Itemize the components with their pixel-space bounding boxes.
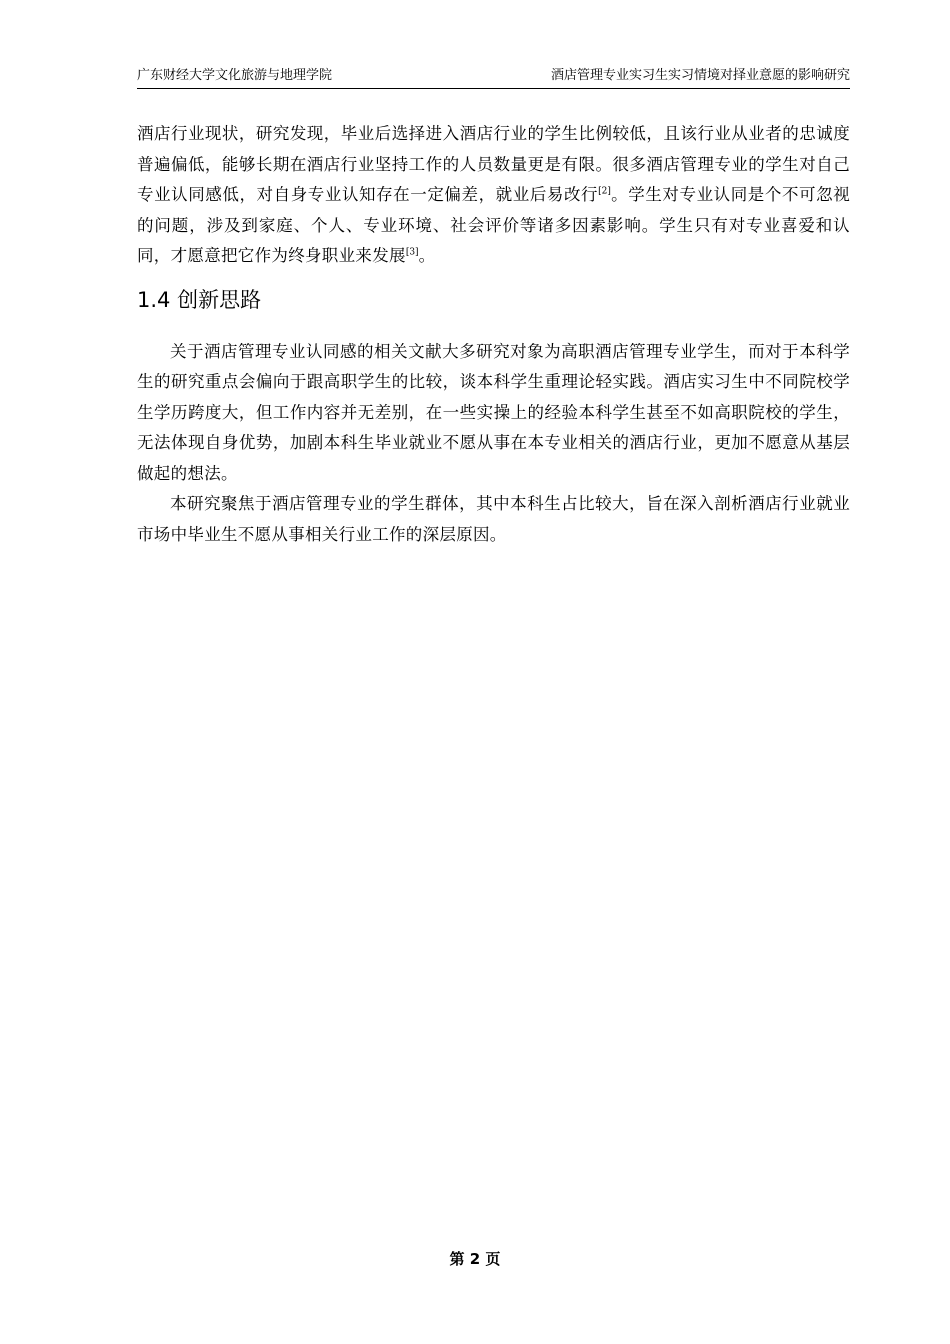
header-paper-title: 酒店管理专业实习生实习情境对择业意愿的影响研究 [550, 68, 850, 83]
section-heading: 1.4 创新思路 [137, 287, 262, 312]
citation-ref: [2] [598, 186, 611, 197]
page-number: 第 2 页 [449, 1250, 501, 1268]
paragraph-text: 。学生对专业认同是个不可忽视的问题，涉及到家庭、个人、专业环境、社会评价等诸多因素影响。学生只有对专业喜爱和认同，才愿意把它作为终身职业来发展 [137, 185, 850, 265]
page-header [137, 66, 850, 89]
paragraph-text: 酒店行业现状，研究发现，毕业后选择进入酒店行业的学生比例较低，且该行业从业者的忠诚度普遍偏低，能够长期在酒店行业坚持工作的人员数量更是有限。很多酒店管理专业的学生对自己专业认同感低，对自身专业认知存在一定偏差，就业后易改行 [137, 124, 850, 204]
page-content [137, 119, 850, 550]
body-paragraph [137, 119, 850, 272]
header-institution: 广东财经大学文化旅游与地理学院 [137, 68, 333, 83]
citation-ref: [3] [405, 247, 419, 258]
body-paragraph: 关于酒店管理专业认同感的相关文献大多研究对象为高职酒店管理专业学生，而对于本科学生的研究重点会偏向于跟高职学生的比较，谈本科学生重理论轻实践。酒店实习生中不同院校学生学历跨度大，但工作内容并无差别，在一些实操上的经验本科学生甚至不如高职院校的学生，无法体现自身优势，加剧本科生毕业就业不愿从事在本专业相关的酒店行业，更加不愿意从基层做起的想法。 [137, 341, 850, 483]
paragraph-text: 。 [418, 246, 436, 265]
body-paragraph: 本研究聚焦于酒店管理专业的学生群体，其中本科生占比较大，旨在深入剖析酒店行业就业市场中毕业生不愿从事相关行业工作的深层原因。 [137, 494, 850, 544]
